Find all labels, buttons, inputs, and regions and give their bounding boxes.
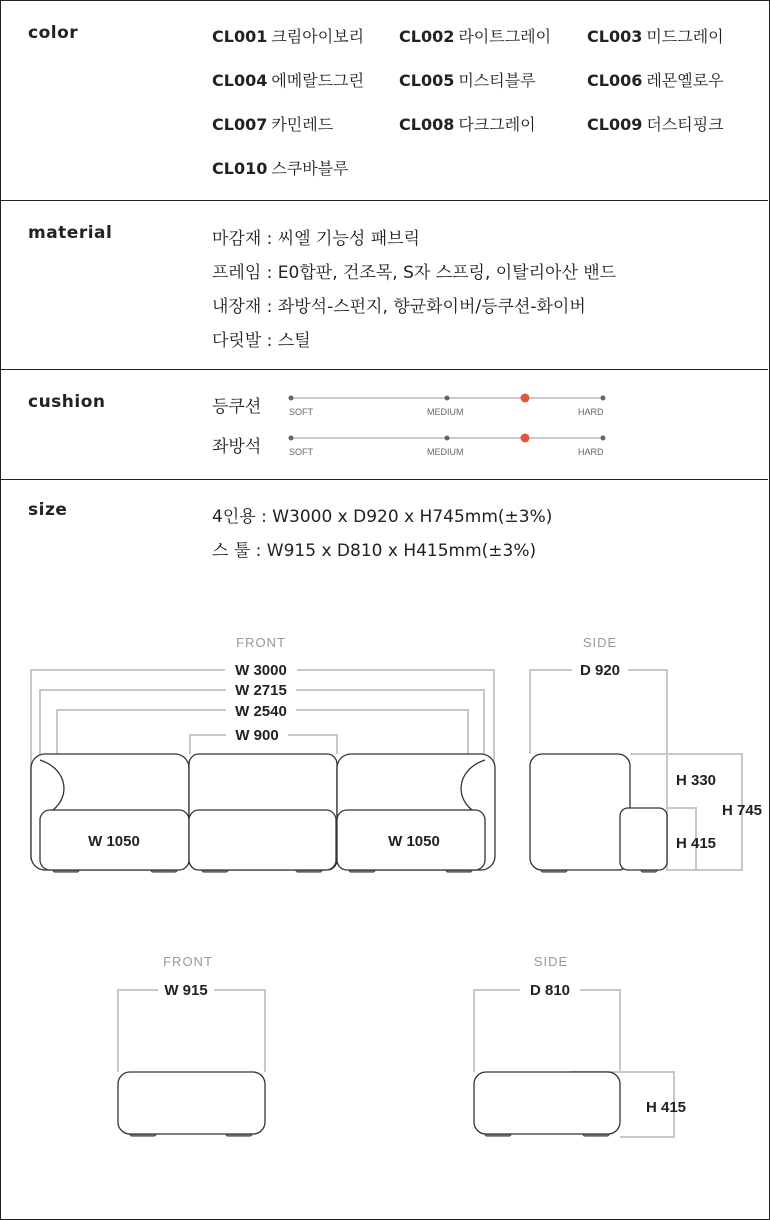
cushion-label: cushion — [28, 392, 106, 412]
dim-stool-d810: D 810 — [529, 982, 571, 999]
side-view-label: SIDE — [533, 954, 569, 969]
size-line-stool: 스 툴 : W915 x D810 x H415mm(±3%) — [212, 541, 537, 561]
color-option: CL005 미스티블루 — [399, 71, 536, 90]
dim-d920: D 920 — [579, 662, 621, 679]
material-line: 프레임 : E0합판, 건조목, S자 스프링, 이탈리아산 밴드 — [212, 263, 617, 283]
material-label: material — [28, 223, 113, 243]
dim-h745: H 745 — [721, 802, 763, 819]
dim-h330: H 330 — [675, 772, 717, 789]
color-option: CL010 스쿠바블루 — [212, 159, 349, 178]
color-option: CL007 카민레드 — [212, 115, 334, 134]
tick-label-medium: MEDIUM — [427, 447, 464, 457]
stool-front-drawing — [118, 1072, 265, 1136]
color-option: CL009 더스티핑크 — [587, 115, 724, 134]
stool-side-drawing — [474, 1072, 620, 1136]
color-option: CL001 크림아이보리 — [212, 27, 365, 46]
size-label: size — [28, 500, 68, 520]
size-line-sofa: 4인용 : W3000 x D920 x H745mm(±3%) — [212, 507, 553, 527]
tick-label-medium: MEDIUM — [427, 407, 464, 417]
dimension-labels — [88, 662, 762, 1116]
dim-w2540: W 2540 — [235, 703, 287, 720]
dim-stool-h415: H 415 — [645, 1099, 687, 1116]
dimension-lines — [31, 670, 742, 1137]
color-option: CL006 레몬옐로우 — [587, 71, 724, 90]
tick-label-hard: HARD — [578, 407, 604, 417]
front-view-label: FRONT — [163, 954, 213, 969]
dim-w1050-left: W 1050 — [88, 833, 140, 850]
dim-w1050-right: W 1050 — [388, 833, 440, 850]
dim-w900: W 900 — [235, 727, 279, 744]
tick-label-soft: SOFT — [289, 407, 313, 417]
material-line: 내장재 : 좌방석-스펀지, 향균화이버/등쿠션-화이버 — [212, 297, 586, 317]
dim-w2715: W 2715 — [235, 682, 287, 699]
dim-h415: H 415 — [675, 835, 717, 852]
material-line: 다릿발 : 스틸 — [212, 331, 311, 351]
tick-label-hard: HARD — [578, 447, 604, 457]
tick-label-soft: SOFT — [289, 447, 313, 457]
color-option: CL004 에메랄드그린 — [212, 71, 365, 90]
slider-name-seat: 좌방석 — [212, 437, 262, 457]
material-line: 마감재 : 씨엘 기능성 패브릭 — [212, 229, 420, 249]
front-view-label: FRONT — [236, 635, 286, 650]
dim-stool-w915: W 915 — [164, 982, 208, 999]
sofa-side-drawing — [530, 754, 667, 872]
side-view-label: SIDE — [582, 635, 618, 650]
sofa-front-drawing — [31, 754, 495, 872]
color-label: color — [28, 23, 79, 43]
color-option: CL003 미드그레이 — [587, 27, 724, 46]
slider-name-back: 등쿠션 — [212, 397, 262, 417]
dim-w3000: W 3000 — [235, 662, 287, 679]
color-option: CL008 다크그레이 — [399, 115, 536, 134]
color-option: CL002 라이트그레이 — [399, 27, 552, 46]
